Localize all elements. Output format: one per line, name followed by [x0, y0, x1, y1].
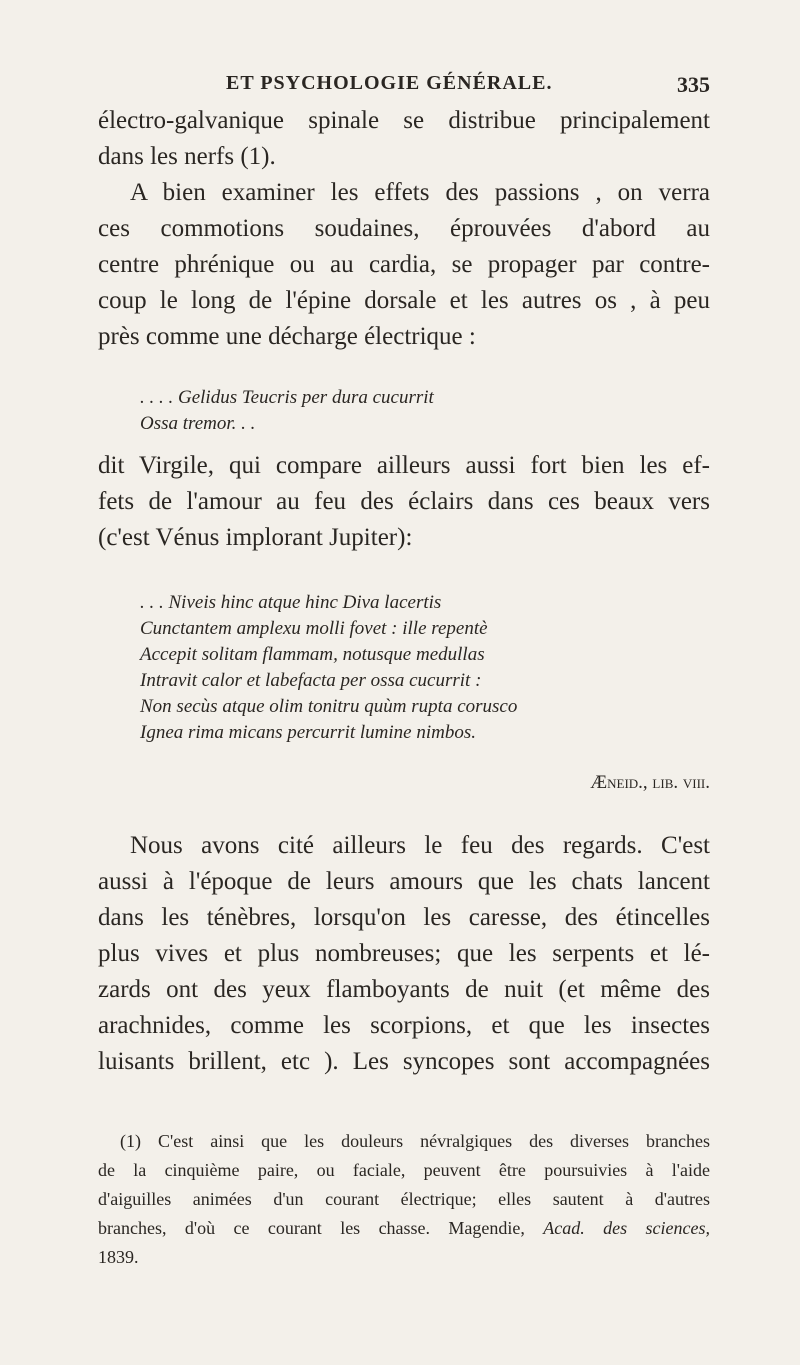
text-line: coup le long de l'épine dorsale et les autres os , à peu [98, 287, 710, 314]
text-line: plus vives et plus nombreuses; que les serpents et lé- [98, 940, 710, 967]
text-line: aussi à l'époque de leurs amours que les chats lancent [98, 868, 710, 895]
verse-line: Ossa tremor. . . [140, 413, 256, 434]
footnote-line: 1839. [98, 1247, 139, 1267]
footnote-citation: Acad. des sciences, [543, 1218, 711, 1238]
verse-line: Accepit solitam flammam, notusque medullas [140, 644, 485, 665]
text-line: dans les ténèbres, lorsqu'on les caresse, des étincelles [98, 904, 710, 931]
verse-quote-2 [140, 590, 517, 746]
text-line: fets de l'amour au feu des éclairs dans ces beaux vers [98, 488, 710, 515]
text-line: électro-galvanique spinale se distribue principalement [98, 107, 710, 134]
footnote-line [98, 1214, 710, 1243]
verse-line: Non secùs atque olim tonitru quùm rupta corusco [140, 696, 518, 717]
text-line: près comme une décharge électrique : [98, 323, 476, 350]
text-line: luisants brillent, etc ). Les syncopes sont accompagnées [98, 1048, 710, 1075]
page-header [98, 72, 710, 102]
verse-line: Intravit calor et labefacta per ossa cucurrit : [140, 670, 482, 691]
text-line: A bien examiner les effets des passions , on verra [130, 179, 710, 206]
text-line: Nous avons cité ailleurs le feu des regards. C'est [130, 832, 710, 859]
verse-source [590, 772, 710, 794]
body-text-bottom [98, 828, 710, 1080]
source-book: , lib. viii. [642, 772, 710, 793]
text-line: dans les nerfs (1). [98, 143, 276, 170]
text-line: ces commotions soudaines, éprouvées d'abord au [98, 215, 710, 242]
body-text-middle [98, 448, 710, 556]
verse-line: Ignea rima micans percurrit lumine nimbos. [140, 722, 476, 743]
source-work: Æneid. [590, 772, 643, 793]
verse-line: . . . Niveis hinc atque hinc Diva lacertis [140, 592, 442, 613]
text-line: dit Virgile, qui compare ailleurs aussi fort bien les ef- [98, 452, 710, 479]
verse-quote-1 [140, 385, 434, 437]
page-number: 335 [677, 72, 710, 97]
text-line: centre phrénique ou au cardia, se propager par contre- [98, 251, 710, 278]
verse-line: . . . . Gelidus Teucris per dura cucurrit [140, 387, 434, 408]
footnote [98, 1127, 710, 1272]
body-text-top [98, 103, 710, 355]
text-line: zards ont des yeux flamboyants de nuit (et même des [98, 976, 710, 1003]
footnote-line: (1) C'est ainsi que les douleurs névralgiques des diverses branches [120, 1131, 710, 1151]
verse-line: Cunctantem amplexu molli fovet : ille repentè [140, 618, 488, 639]
footnote-line: de la cinquième paire, ou faciale, peuvent être poursuivies à l'aide [98, 1160, 710, 1180]
running-title: ET PSYCHOLOGIE GÉNÉRALE. [226, 72, 553, 94]
text-line: (c'est Vénus implorant Jupiter): [98, 524, 413, 551]
text-line: arachnides, comme les scorpions, et que les insectes [98, 1012, 710, 1039]
footnote-line: d'aiguilles animées d'un courant électrique; elles sautent à d'autres [98, 1189, 710, 1209]
footnote-text: branches, d'où ce courant les chasse. Magendie, [98, 1218, 525, 1238]
